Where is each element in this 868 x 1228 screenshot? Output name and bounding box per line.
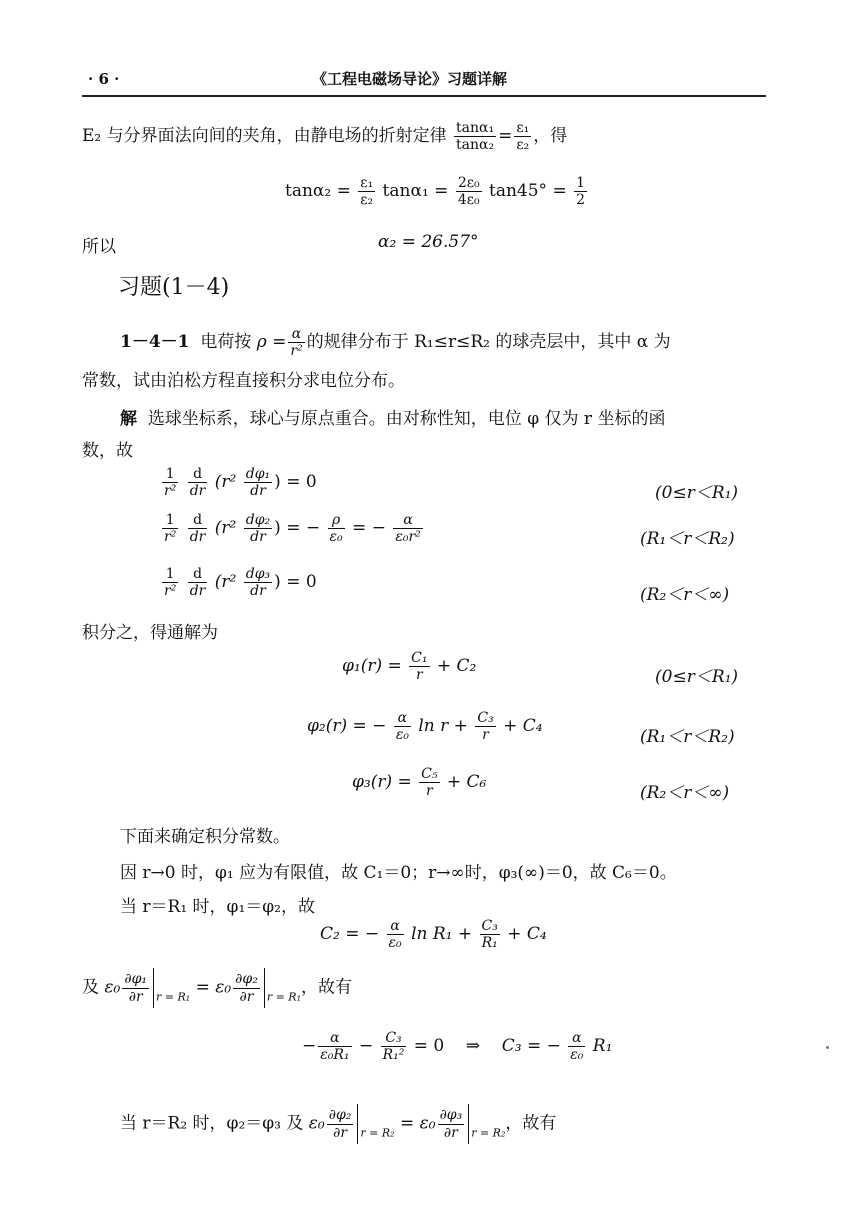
solution-line-2: 数，故 xyxy=(82,441,133,461)
suoyi-label: 所以 xyxy=(82,237,116,257)
integrate-line: 积分之，得通解为 xyxy=(82,623,218,643)
p1-d: d xyxy=(188,466,208,483)
p2-eps0: ε₀ xyxy=(329,529,343,546)
p2-r2-paren: (r² xyxy=(214,518,237,539)
c3-implies: ⇒ xyxy=(465,1036,481,1057)
r2-den: r² xyxy=(290,343,303,360)
phi1-C2: + C₂ xyxy=(436,656,477,677)
c2-eps0: ε₀ xyxy=(388,935,402,952)
bc2-eps0-a: ε₀ xyxy=(308,1113,325,1134)
c2-C3-frac xyxy=(480,918,500,951)
p2-rhs-a: = − xyxy=(286,518,321,539)
tan-lhs: tanα₂ = xyxy=(285,181,351,202)
c3-minus-b: − xyxy=(358,1036,374,1057)
eps-frac-den: ε₂ xyxy=(360,192,374,209)
c3-alpha: α xyxy=(318,1030,351,1047)
phi3-r: r xyxy=(425,783,433,800)
phi2-alpha: α xyxy=(394,710,411,727)
p3-close: ) xyxy=(274,572,281,593)
half-frac xyxy=(574,175,587,208)
eval-bar-3 xyxy=(357,1104,358,1144)
bc2-dr-b: ∂r xyxy=(443,1124,458,1141)
eps-ratio-den: ε₂ xyxy=(516,137,530,154)
determine-line: 下面来确定积分常数。 xyxy=(120,827,290,847)
bc2-dphi2 xyxy=(327,1107,354,1140)
bc1-gu-you: ，故有 xyxy=(301,977,352,998)
p3-dphi-dr xyxy=(244,566,272,599)
eps-ratio-num: ε₁ xyxy=(516,120,530,136)
phi3-frac xyxy=(419,766,439,799)
p2-close: ) xyxy=(274,518,281,539)
phi1-C1: C₁ xyxy=(411,650,428,666)
p1-inv-r2 xyxy=(162,466,178,499)
phi2-solution xyxy=(307,710,543,743)
p2-rhs-b: = − xyxy=(352,518,386,539)
intro-text: E₂ 与分界面法向间的夹角，由静电场的折射定律 xyxy=(82,126,447,147)
p3-r2: r² xyxy=(164,583,177,600)
bc1-dphi1 xyxy=(122,971,149,1004)
phi3-solution xyxy=(352,766,486,799)
c3-alpha-frac xyxy=(318,1030,351,1063)
c3-minus-a: − xyxy=(302,1036,317,1057)
p3-r2-paren: (r² xyxy=(214,572,237,593)
bc2-eq: = xyxy=(399,1113,415,1134)
phi2-eps0: ε₀ xyxy=(395,727,409,744)
problem-line-2: 常数，试由泊松方程直接积分求电位分布。 xyxy=(82,371,405,391)
p2-dr: dr xyxy=(189,529,206,546)
eps-frac xyxy=(358,175,375,208)
c3-eq0: = 0 xyxy=(413,1036,445,1057)
range-1: (0≤r＜R₁) xyxy=(655,483,739,503)
c3-result-alpha: α xyxy=(568,1030,585,1047)
p2-alpha: α xyxy=(393,512,422,529)
p2-dr2: dr xyxy=(250,529,266,546)
alpha-r2-frac xyxy=(288,326,304,359)
p3-dr: dr xyxy=(189,583,206,600)
p2-eps0r2: ε₀r² xyxy=(395,529,421,546)
scan-speck xyxy=(826,1046,829,1049)
p1-dr: dr xyxy=(189,483,206,500)
range-2: (R₁＜r＜R₂) xyxy=(640,529,735,549)
bc1-at-r1-b: r = R₁ xyxy=(266,990,301,1004)
bc-r2-line xyxy=(120,1104,556,1144)
c3-eps0R1: ε₀R₁ xyxy=(320,1047,350,1064)
eps0-frac-den: 4ε₀ xyxy=(457,192,480,209)
solution-line-1 xyxy=(120,404,665,429)
bc2-dphi3 xyxy=(438,1107,465,1140)
c3-R1sq: R₁² xyxy=(382,1047,405,1064)
problem-text-a: 电荷按 xyxy=(200,332,252,353)
p1-dphi: dφ₁ xyxy=(245,466,271,482)
p3-rhs: = 0 xyxy=(286,572,317,593)
p1-rhs: = 0 xyxy=(286,472,317,493)
bc2-at-r2-a: r = R₂ xyxy=(360,1126,395,1140)
c2-C4: + C₄ xyxy=(507,924,547,945)
p3-dphi: dφ₃ xyxy=(245,566,271,582)
section-title: 习题(1－4) xyxy=(118,275,230,300)
p3-dr2: dr xyxy=(250,583,266,600)
phi2-ln: ln r + xyxy=(418,716,468,737)
tan-mid: tanα₁ = xyxy=(382,181,449,202)
tan-ratio-den: tanα₂ xyxy=(456,137,495,154)
c2-lhs: C₂ = − xyxy=(320,924,380,945)
bc-r1-line xyxy=(82,968,352,1008)
tan45: tan45° = xyxy=(489,181,567,202)
phi2-lhs: φ₂(r) = − xyxy=(307,716,387,737)
running-title: 《工程电磁场导论》习题详解 xyxy=(312,70,508,88)
intro-end: ，得 xyxy=(533,126,568,147)
intro-line: E₂ 与分界面法向间的夹角，由静电场的折射定律 $\frac{\text{tanα₁}}{\text{tanα₂}}$ = $\frac{\text{ε₁}}{\text{ε₂}}$ ，得 xyxy=(82,120,568,154)
bc1-dphi1-num: ∂φ₁ xyxy=(124,971,147,988)
tan-equation xyxy=(285,175,589,208)
eps0-frac-num: 2ε₀ xyxy=(457,175,480,191)
p2-dphi: dφ₂ xyxy=(245,512,271,528)
solution-text-1: 选球坐标系，球心与原点重合。由对称性知，电位 φ 仅为 r 坐标的函 xyxy=(147,409,666,429)
eps0-frac xyxy=(456,175,482,208)
p2-rho: ρ xyxy=(328,512,345,529)
p1-one: 1 xyxy=(162,466,178,483)
p1-close: ) xyxy=(274,472,281,493)
problem-id: 1－4－1 xyxy=(120,332,190,353)
tan-ratio-num: tanα₁ xyxy=(456,120,495,136)
bc1-eps0-b: ε₀ xyxy=(215,977,232,998)
eval-bar-4 xyxy=(468,1104,469,1144)
eval-bar-1 xyxy=(153,968,154,1008)
bc1-dphi2-num: ∂φ₂ xyxy=(235,971,258,988)
range-4: (0≤r＜R₁) xyxy=(655,667,739,687)
c2-ln: ln R₁ + xyxy=(411,924,473,945)
c2-alpha: α xyxy=(387,918,404,935)
cause-line: 因 r→0 时，φ₁ 应为有限值，故 C₁＝0；r→∞时，φ₃(∞)＝0，故 C₆＝0。 xyxy=(120,863,677,883)
p1-dphi-dr xyxy=(244,466,272,499)
c2-R1: R₁ xyxy=(481,935,498,952)
solution-label: 解 xyxy=(120,409,137,429)
p1-r2: r² xyxy=(164,483,177,500)
poisson-eq-1 xyxy=(160,466,317,499)
phi1-solution xyxy=(342,650,476,683)
bc2-at-r2-b: r = R₂ xyxy=(471,1126,506,1140)
p2-dphi-dr xyxy=(244,512,272,545)
p2-alpha-eps0r2 xyxy=(393,512,422,545)
eps-frac-num: ε₁ xyxy=(360,175,374,191)
phi2-C3: C₃ xyxy=(477,710,494,726)
poisson-eq-3 xyxy=(160,566,317,599)
when-r1-line: 当 r＝R₁ 时，φ₁＝φ₂，故 xyxy=(120,897,315,917)
phi1-lhs: φ₁(r) = xyxy=(342,656,402,677)
c2-alpha-frac xyxy=(387,918,404,951)
c2-equation xyxy=(320,918,547,951)
c3-C3-frac xyxy=(381,1030,407,1063)
c3-result-eps0: ε₀ xyxy=(570,1047,584,1064)
half-den: 2 xyxy=(576,192,586,209)
p1-dr2: dr xyxy=(250,483,266,500)
p2-inv-r2 xyxy=(162,512,178,545)
bc2-dphi3-num: ∂φ₃ xyxy=(439,1107,463,1124)
phi3-lhs: φ₃(r) = xyxy=(352,772,412,793)
c3-R1-tail: R₁ xyxy=(592,1036,613,1057)
bc1-dr-a: ∂r xyxy=(128,988,143,1005)
bc2-eps0-b: ε₀ xyxy=(419,1113,436,1134)
p3-d: d xyxy=(188,566,208,583)
tan-ratio xyxy=(454,120,496,153)
p2-one: 1 xyxy=(162,512,178,529)
range-6: (R₂＜r＜∞) xyxy=(640,783,730,803)
bc1-eq: = xyxy=(195,977,210,998)
p2-d: d xyxy=(188,512,208,529)
eps-ratio xyxy=(514,120,531,153)
phi2-alpha-frac xyxy=(394,710,411,743)
p2-d-dr xyxy=(188,512,208,545)
p1-r2-paren: (r² xyxy=(214,472,237,493)
and-label: 及 xyxy=(82,977,99,998)
p3-one: 1 xyxy=(162,566,178,583)
range-5: (R₁＜r＜R₂) xyxy=(640,727,735,747)
eval-bar-2 xyxy=(264,968,265,1008)
page-number: · 6 · xyxy=(88,70,120,88)
phi2-C4: + C₄ xyxy=(503,716,543,737)
problem-text-b: 的规律分布于 R₁≤r≤R₂ 的球壳层中，其中 α 为 xyxy=(306,332,671,353)
alpha2-result: α₂ = 26.57° xyxy=(378,232,479,252)
phi1-frac xyxy=(409,650,429,683)
c2-C3: C₃ xyxy=(481,918,498,934)
bc1-dr-b: ∂r xyxy=(239,988,254,1005)
rho-eq: ρ = xyxy=(256,332,287,353)
p2-r2: r² xyxy=(164,529,177,546)
poisson-eq-2 xyxy=(160,512,425,545)
c3-lhs: C₃ = − xyxy=(501,1036,561,1057)
c3-result-frac xyxy=(568,1030,585,1063)
bc1-eps0-a: ε₀ xyxy=(104,977,121,998)
bc2-dr-a: ∂r xyxy=(333,1124,348,1141)
c3-C3: C₃ xyxy=(381,1030,407,1047)
problem-line-1 xyxy=(120,326,671,359)
bc1-dphi2 xyxy=(233,971,260,1004)
phi3-C6: + C₆ xyxy=(446,772,487,793)
p3-d-dr xyxy=(188,566,208,599)
when-r2-text: 当 r＝R₂ 时，φ₂＝φ₃ 及 xyxy=(120,1113,304,1134)
bc1-at-r1-a: r = R₁ xyxy=(156,990,191,1004)
bc2-dphi2-num: ∂φ₂ xyxy=(328,1107,352,1124)
phi2-C3-frac xyxy=(475,710,495,743)
header-rule xyxy=(82,95,766,97)
alpha-num: α xyxy=(288,326,304,343)
bc2-gu-you: ，故有 xyxy=(505,1113,557,1134)
range-3: (R₂＜r＜∞) xyxy=(640,585,730,605)
p2-rho-eps xyxy=(328,512,345,545)
phi1-r: r xyxy=(415,667,423,684)
half-num: 1 xyxy=(576,175,586,191)
c3-equation xyxy=(302,1030,612,1063)
p1-d-dr xyxy=(188,466,208,499)
phi2-r: r xyxy=(482,727,489,744)
phi3-C5: C₅ xyxy=(421,766,438,782)
p3-inv-r2 xyxy=(162,566,178,599)
